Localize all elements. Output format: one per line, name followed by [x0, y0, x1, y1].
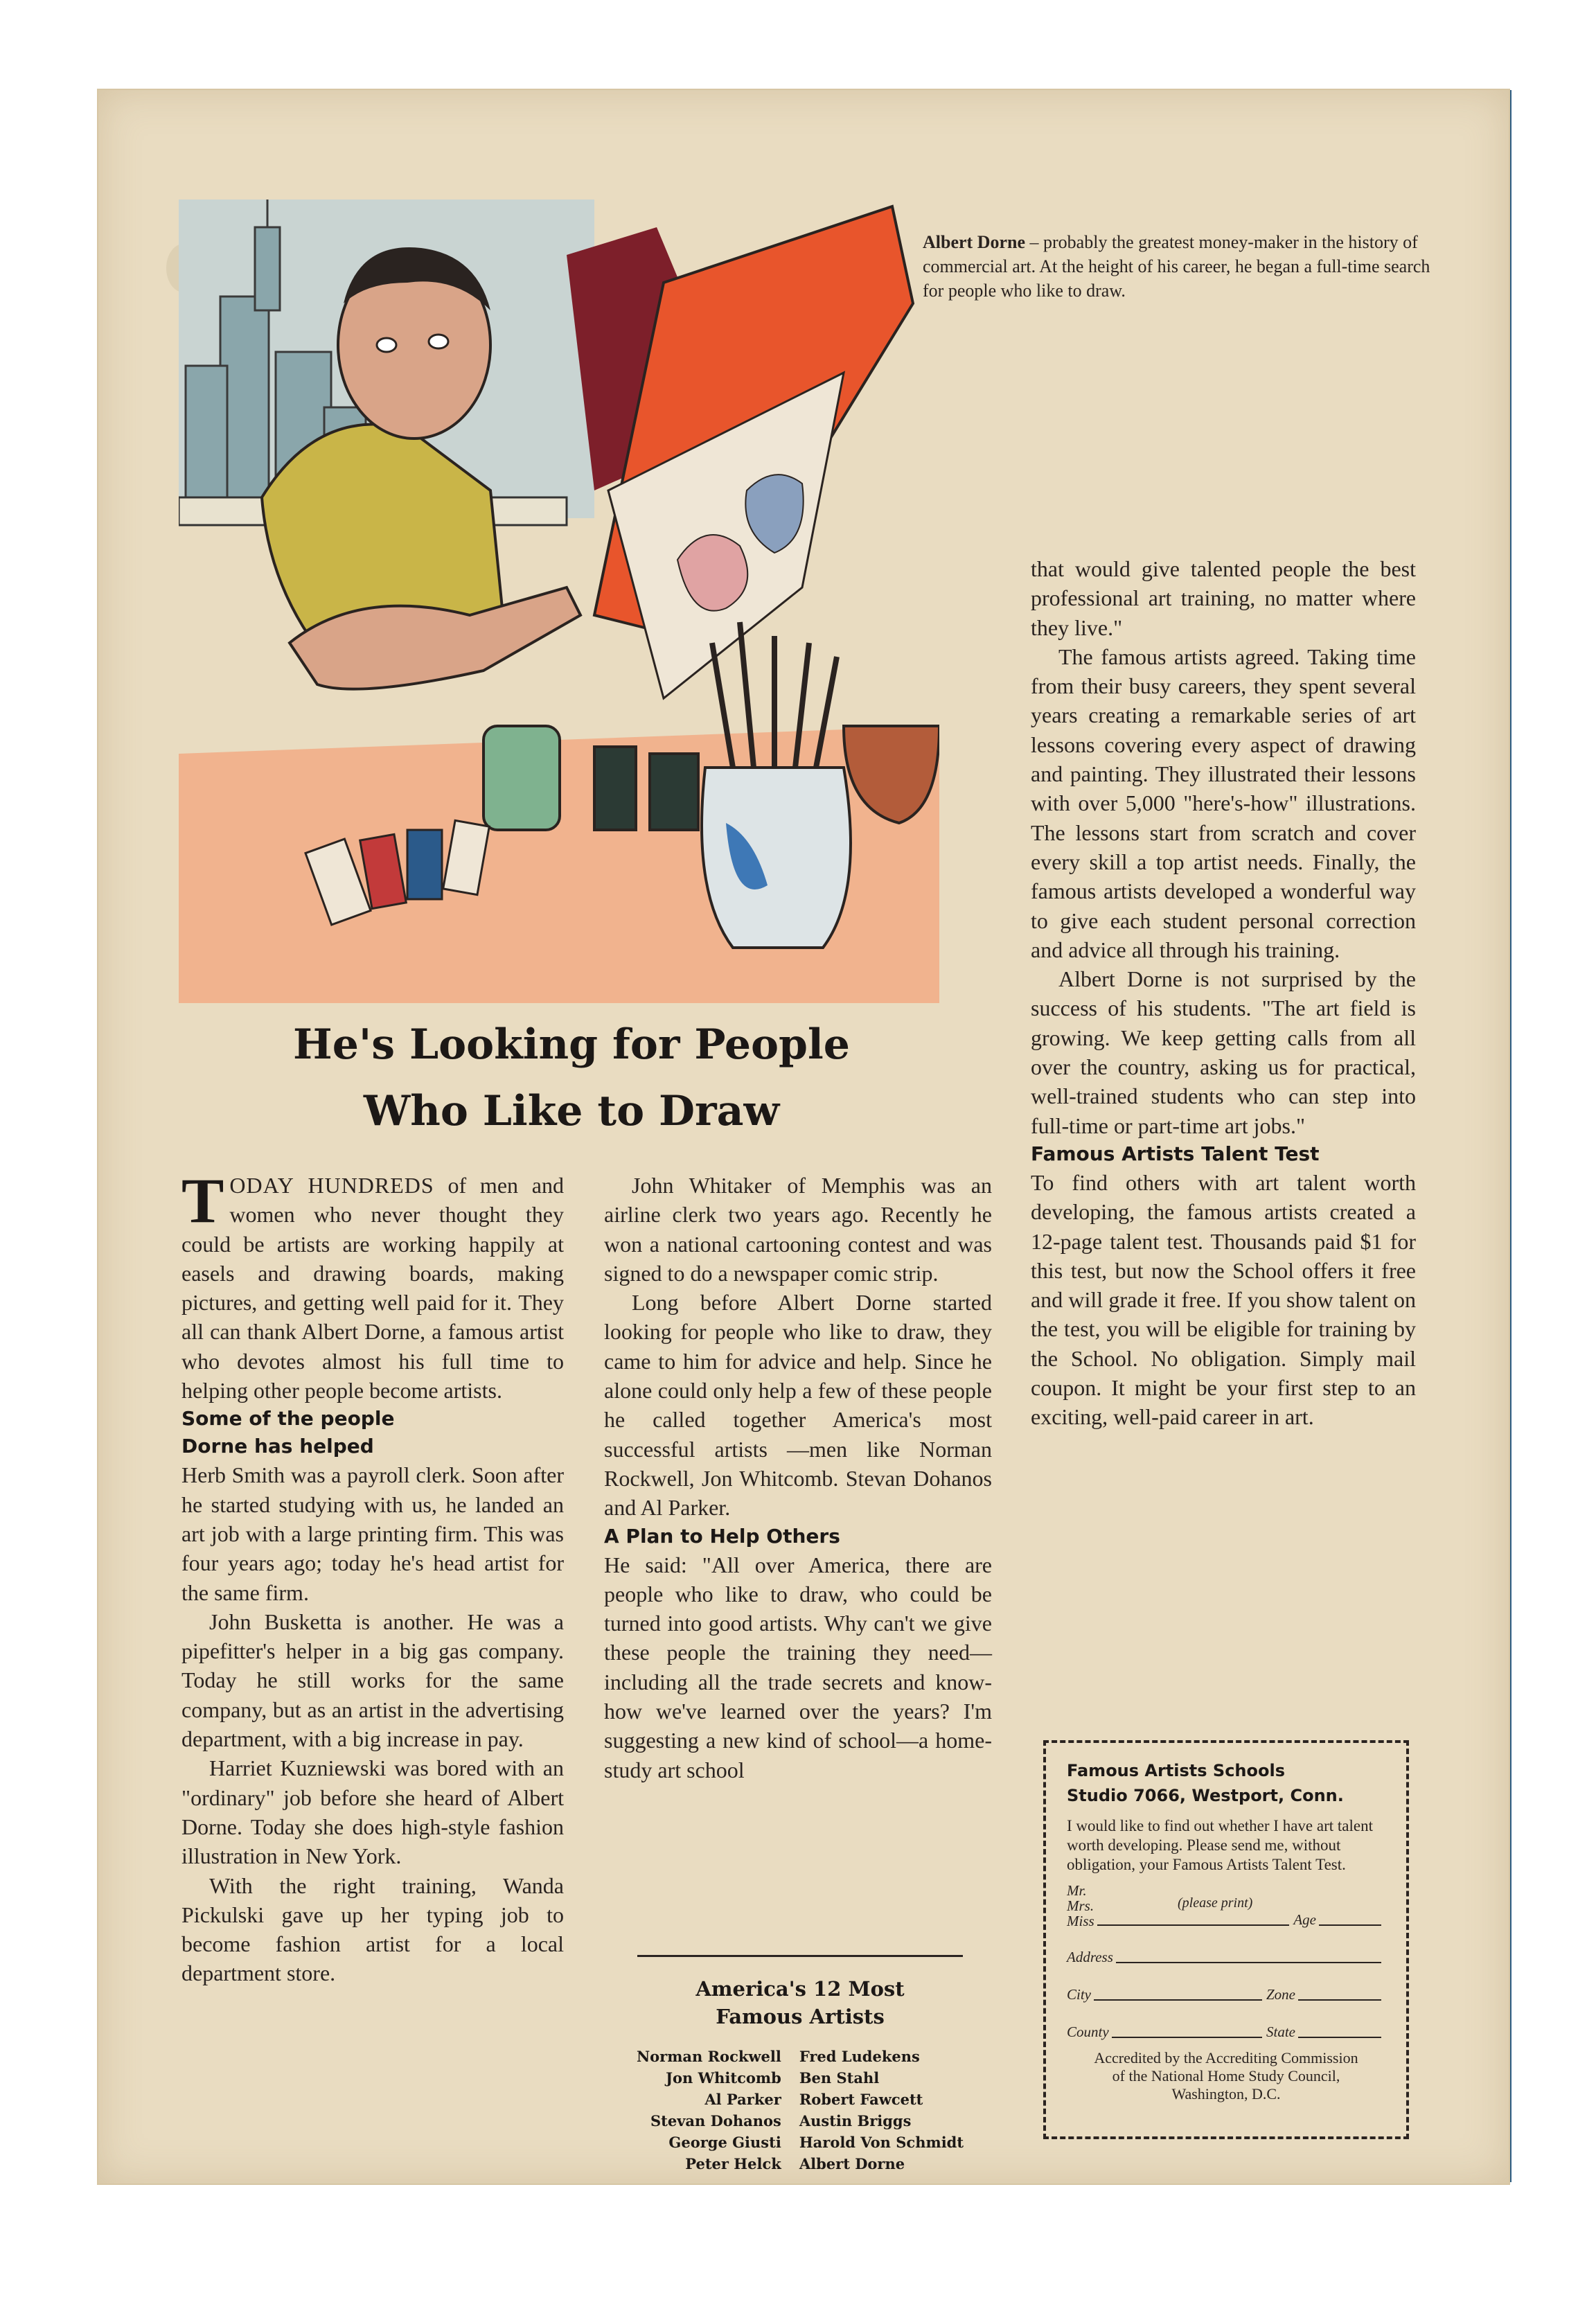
- city-label: City: [1067, 1986, 1091, 2003]
- artist-name: Harold Von Schmidt: [799, 2134, 964, 2151]
- paragraph-not-surprised: Albert Dorne is not surprised by the success of his students. "The art field is growing. We keep getting calls from all over the country, asking us for practical, well-trained students who can step into full-time or part-time art jobs.": [1031, 966, 1416, 1138]
- subhead-line-1: Some of the people: [181, 1407, 395, 1431]
- article-column-3: [1031, 554, 1416, 1432]
- paragraph-he-said: He said: "All over America, there are people who like to draw, who could be turned into good artists. Why can't we give these people the training they need—including all the trade secrets and know-how we've learned over the years? I'm suggesting a new kind of school—a home-study art school: [604, 1552, 992, 1782]
- county-line[interactable]: [1112, 2035, 1262, 2038]
- paragraph-artists-agreed: The famous artists agreed. Taking time from their busy careers, they spent several years creating a remarkable series of art lessons covering every aspect of drawing and painting. They illustrated their lessons with over 5,000 "here's-how" illustrations. The lessons start from scratch and cover every skill a top artist needs. Finally, the famous artists developed a wonderful way to give each student personal correction and advice all through his training.: [1031, 644, 1416, 962]
- artist-name-list: [603, 2046, 998, 2175]
- artist-name: Robert Fawcett: [799, 2091, 923, 2108]
- artist-names-right: [799, 2046, 964, 2175]
- artist-name: George Giusti: [668, 2134, 781, 2151]
- mr-label: Mr.: [1067, 1882, 1087, 1899]
- illustration-caption: [923, 230, 1435, 303]
- artist-name: Al Parker: [704, 2091, 781, 2108]
- subhead-line-2: Dorne has helped: [181, 1435, 374, 1458]
- artist-name: Norman Rockwell: [636, 2048, 781, 2065]
- famous-artists-title: [603, 1975, 998, 2030]
- accreditation-note: Accredited by the Accrediting Commission of the National Home Study Council, Washington, D.C.: [1094, 2049, 1358, 2102]
- state-label: State: [1266, 2024, 1295, 2040]
- paragraph-long-before: Long before Albert Dorne started looking for people who like to draw, they came to him for advice and help. Since he alone could only help a few of these people he called together America's most successful artists —men like Norman Rockwell, Jon Whitcomb. Stevan Dohanos and Al Parker.: [604, 1290, 992, 1521]
- artist-name: Fred Ludekens: [799, 2048, 920, 2065]
- artist-name: Peter Helck: [685, 2155, 781, 2172]
- age-label: Age: [1293, 1911, 1316, 1928]
- please-print-note: (please print): [1178, 1895, 1253, 1911]
- brush-jar: [702, 768, 851, 948]
- paragraph-harriet-kuzniewski: Harriet Kuzniewski was bored with an "ordinary" job before she heard of Albert Dorne. Today she does high-style fashion illustration in New York.: [181, 1755, 564, 1869]
- article-column-2: [604, 1171, 992, 1785]
- county-label: County: [1067, 2024, 1109, 2040]
- coupon-request-text: I would like to find out whether I have art talent worth developing. Please send me, without obligation, your Famous Artists Talent Test.: [1067, 1817, 1373, 1873]
- artist-name: Ben Stahl: [799, 2069, 880, 2087]
- school-studio-line: Studio 7066, Westport, Conn.: [1067, 1786, 1344, 1805]
- famous-title-line-2: Famous Artists: [716, 2005, 885, 2028]
- address-label: Address: [1067, 1949, 1113, 1965]
- intro-paragraph: [181, 1165, 564, 1405]
- city-line[interactable]: [1094, 1998, 1262, 2001]
- divider-rule: [637, 1955, 963, 1957]
- address-line[interactable]: [1116, 1960, 1381, 1963]
- county-state-field[interactable]: [1067, 2005, 1385, 2042]
- coupon-school-address: [1067, 1758, 1385, 1808]
- artist-names-left: [637, 2046, 781, 2175]
- school-name: Famous Artists Schools: [1067, 1761, 1285, 1780]
- paragraph-john-whitaker: John Whitaker of Memphis was an airline clerk two years ago. Recently he won a national cartooning contest and was signed to do a newspaper comic strip.: [604, 1173, 992, 1286]
- paragraph-john-busketta: John Busketta is another. He was a pipefitter's helper in a big gas company. Today he still works for the same company, but as an artist in the advertising department, with a big increase in pay.: [181, 1609, 564, 1752]
- article-column-1: [181, 1165, 564, 1988]
- artist-name: Austin Briggs: [799, 2112, 912, 2130]
- address-field[interactable]: [1067, 1930, 1385, 1967]
- salutation-labels: [1067, 1883, 1094, 1930]
- paragraph-herb-smith: Herb Smith was a payroll clerk. Soon after he started studying with us, he landed an art job with a large printing firm. This was four years ago; today he's head artist for the same firm.: [181, 1462, 564, 1605]
- subhead-plan: A Plan to Help Others: [604, 1524, 840, 1548]
- age-line[interactable]: [1319, 1923, 1381, 1926]
- caption-text: – probably the greatest money-maker in the history of commercial art. At the height of his career, he began a full-time search for people who like to draw.: [923, 232, 1430, 301]
- subhead-people-helped: [181, 1405, 564, 1460]
- paragraph-talented-people: that would give talented people the best professional art training, no matter where they live.": [1031, 556, 1416, 640]
- lead-in: ODAY HUNDREDS: [229, 1173, 434, 1198]
- caption-name: Albert Dorne: [923, 232, 1026, 252]
- paragraph-wanda-pickulski: With the right training, Wanda Pickulski gave up her typing job to become fashion artist for a local department store.: [181, 1872, 564, 1986]
- name-line[interactable]: [1097, 1923, 1290, 1926]
- name-field[interactable]: [1067, 1875, 1385, 1930]
- famous-artists-box: [603, 1955, 998, 2175]
- headline: [229, 1011, 914, 1144]
- artist-name: Albert Dorne: [799, 2155, 905, 2172]
- albert-dorne-illustration: [179, 200, 939, 1003]
- artist-name: Jon Whitcomb: [666, 2069, 781, 2087]
- artist-name: Stevan Dohanos: [650, 2112, 781, 2130]
- zone-label: Zone: [1266, 1986, 1295, 2003]
- headline-line-1: He's Looking for People: [293, 1020, 850, 1069]
- mrs-label: Mrs.: [1067, 1897, 1094, 1914]
- famous-title-line-1: America's 12 Most: [695, 1977, 905, 2001]
- drop-cap: T: [181, 1165, 224, 1236]
- miss-label: Miss: [1067, 1913, 1094, 1929]
- state-line[interactable]: [1298, 2035, 1381, 2038]
- zone-line[interactable]: [1298, 1998, 1381, 2001]
- mail-in-coupon[interactable]: [1043, 1740, 1409, 2139]
- intro-paragraph-text: of men and women who never thought they could be artists are working happily at easels and drawing boards, making pictures, and getting well paid for it. They all can thank Albert Dorne, a famous artist who devotes almost his full time to helping other people become artists.: [181, 1173, 564, 1404]
- paragraph-talent-test: To find others with art talent worth developing, the famous artists created a 12-page talent test. Thousands paid $1 for this test, but now the School offers it free and will grade it free. If you show talent on the test, you will be eligible for training by the School. No obligation. Simply mail coupon. It might be your first step to an exciting, well-paid career in art.: [1031, 1169, 1416, 1430]
- city-zone-field[interactable]: [1067, 1967, 1385, 2005]
- subhead-talent-test: Famous Artists Talent Test: [1031, 1142, 1320, 1165]
- headline-line-2: Who Like to Draw: [363, 1087, 780, 1135]
